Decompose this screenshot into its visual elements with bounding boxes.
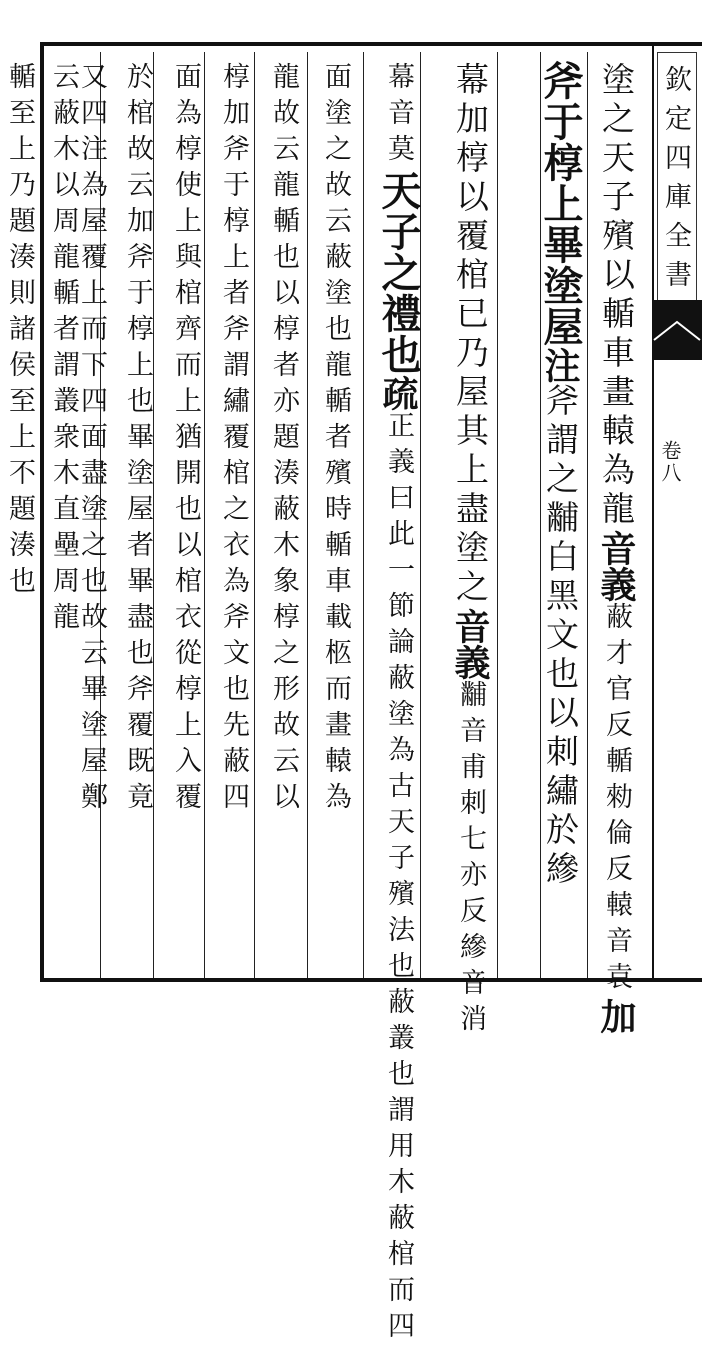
classic-text: 天子之禮也 (375, 170, 422, 375)
text-column-9 (124, 62, 151, 818)
column-rule (363, 52, 364, 978)
commentary-text: 於棺故云加斧于椁上也畢塗屋者畢盡也斧覆既竟 (122, 62, 153, 818)
column-rule (204, 52, 205, 978)
annotation-marker: 注 (539, 347, 581, 383)
annotation-marker: 加 (595, 998, 637, 1034)
text-column-7 (220, 62, 247, 818)
fishtail-mark (652, 300, 702, 360)
commentary-text: 蔽才官反輴勑倫反轅音袁 (601, 602, 632, 998)
column-rule (497, 52, 498, 978)
text-column-2 (537, 60, 584, 890)
text-column-6 (270, 62, 297, 818)
annotation-marker: 疏 (377, 375, 419, 411)
column-rule (153, 52, 154, 978)
column-rule (254, 52, 255, 978)
text-column-8 (172, 62, 199, 818)
commentary-text: 塗之天子殯以輴車畫轅為龍 (597, 62, 636, 530)
text-column-4 (375, 62, 422, 1347)
commentary-text: 龍故云龍輴也以椁者亦題湊蔽木象椁之形故云以 (268, 62, 299, 818)
text-column-11 (50, 62, 77, 638)
column-rule (307, 52, 308, 978)
header-box (657, 52, 697, 304)
annotation-marker: 音義 (595, 530, 637, 602)
commentary-text: 椁加斧于椁上者斧謂繡覆棺之衣為斧文也先蔽四 (218, 62, 249, 818)
annotation-marker: 音義 (449, 608, 491, 680)
commentary-text: 正義曰此一節論蔽塗為古天子殯法也蔽叢也謂用木蔽棺而四 (383, 411, 414, 1347)
commentary-text: 斧謂之黼白黑文也以刺繡於縿 (541, 383, 580, 890)
text-column-1 (595, 62, 637, 1034)
column-rule (587, 52, 588, 978)
commentary-text: 幕音莫 (383, 62, 414, 170)
commentary-text: 面塗之故云蔽塗也龍輴者殯時輴車載柩而畫轅為 (320, 62, 351, 818)
text-column-10 (78, 62, 105, 818)
commentary-text: 又四注為屋覆上而下四面盡塗之也故云畢塗屋鄭 (76, 62, 107, 818)
book-title: 欽定四庫全書 (660, 65, 691, 299)
juan-number: 卷八 (658, 440, 682, 484)
text-column-5 (322, 62, 349, 818)
commentary-text: 輴至上乃題湊則諸侯至上不題湊也 (4, 62, 35, 602)
commentary-text: 面為椁使上與棺齊而上猶開也以棺衣從椁上入覆 (170, 62, 201, 818)
commentary-text: 黼音甫刺七亦反縿音消 (455, 680, 486, 1040)
commentary-text: 幕加椁以覆棺已乃屋其上盡塗之 (451, 62, 490, 608)
classic-text: 斧于椁上畢塗屋 (537, 60, 584, 347)
text-column-3 (449, 62, 491, 1040)
fishtail-icon (652, 320, 702, 342)
commentary-text: 云蔽木以周龍輴者謂叢衆木直壘周龍 (48, 62, 79, 638)
text-column-12 (6, 62, 33, 602)
